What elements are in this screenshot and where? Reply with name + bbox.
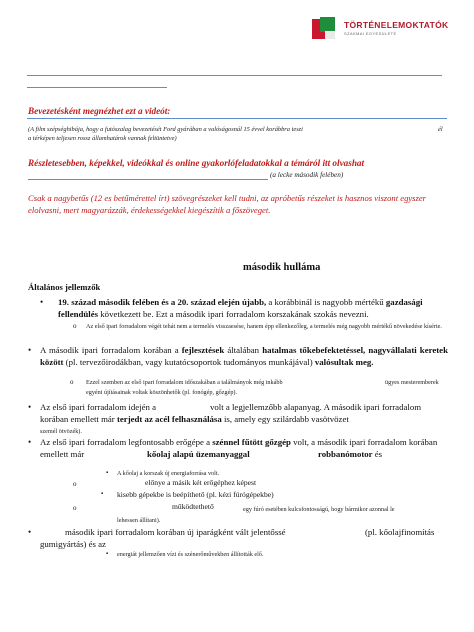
circle-bullet: o [70, 378, 74, 386]
circle-bullet: o [73, 504, 77, 512]
logo-subtitle: SZAKMAI EGYESÜLETE [344, 31, 397, 36]
bullet-dot: • [28, 437, 32, 447]
study-note: Csak a nagybetűs (12 es betűmérettel írt) szövegrészeket kell tudni, az apróbetűs részeket is hasznos viszont egyszer elolvasni, mert magyarázzák, érdekességekkel kiegészítik a főszöveget. [28, 193, 427, 215]
list-item: Az első ipari forradalom idején a [40, 402, 157, 412]
film-note-1-end: él [438, 126, 443, 133]
circle-bullet: o [73, 480, 77, 488]
video-link-rule [27, 118, 447, 119]
film-note-1: (A film szépséghibája, hogy a futószalag bevezetését Ford gyárában a valóságosnál 15 évvel korábbra teszi [28, 126, 303, 133]
list-item-bold: robbanómotor és [318, 449, 383, 459]
list-subitem: lehessen állítani). [117, 517, 161, 524]
film-note-2: a térképen teljesen rossz államhatárok vannak feltüntetve) [28, 135, 177, 142]
page-title: második hulláma [243, 262, 321, 273]
bullet-dot: • [28, 527, 32, 537]
bullet-dot: • [40, 297, 44, 307]
list-item: Az első ipari forradalom legfontosabb erőgépe a szénnel fűtött gőzgép volt, a második ipari forradalom korában emellett már [40, 437, 438, 459]
list-subitem: egy fúró esetében kulcsfontosságú, hogy bármikor azonnal le [243, 506, 395, 513]
bullet-dot: • [28, 345, 32, 355]
section-heading: Általános jellemzők [28, 282, 101, 292]
header-rule-short [27, 87, 167, 88]
circle-bullet: o [73, 322, 77, 330]
list-subitem: energiát jellemzően vízi és szénerőművekben állították elő. [117, 551, 264, 558]
details-label: Részletesebben, képekkel, videókkal és online gyakorlófeladatokkal a témáról itt olvashat [28, 158, 365, 168]
list-item: gumigyártás) és az [40, 539, 106, 549]
list-subitem: Ezzel szemben az első ipari forradalom időszakában a találmányok még inkább [86, 379, 283, 386]
list-subitem: egyéni újításainak voltak köszönhetők (pl. fonógép, gőzgép). [86, 389, 238, 396]
list-item: 19. század második felében és a 20. század elején újabb, a korábbinál is nagyobb mértékű gazdasági fellendülés következett be. Ezt a második ipari forradalom korszakának szokás nevezni. [58, 297, 423, 319]
list-item: volt a legjellemzőbb alapanyag. A második ipari forradalom korában emellett már terjedt az acél felhasználása is, amely egy szilárdabb vasötvözet [40, 402, 422, 424]
details-suffix: (a lecke második felében) [270, 171, 344, 179]
list-subitem: működtethető [172, 502, 214, 511]
header-rule [27, 75, 442, 76]
square-bullet: ▪ [106, 470, 109, 476]
list-subitem: előnye a másik két erőgéphez képest [145, 478, 257, 487]
square-bullet: ▪ [106, 551, 109, 557]
list-subitem-end: ügyes mesteremberek [385, 379, 439, 386]
logo-title: TÖRTÉNELEMOKTATÓK [344, 20, 449, 30]
video-label[interactable]: Bevezetésként megnézhet ezt a videót: [28, 106, 171, 116]
logo-icon [312, 17, 336, 41]
list-subitem: Az első ipari forradalom végét tehát nem a termelés visszaesése, hanem épp ellenkezőleg, a termelés még nagyobb mértékű növekedése kísérte. [86, 323, 442, 330]
details-link-rule[interactable] [28, 179, 268, 180]
list-item: (pl. kőolajfinomítás [365, 527, 435, 537]
list-subitem: kisebb gépekbe is beépíthető (pl. kézi fúrógépekbe) [117, 490, 274, 499]
square-bullet: ▪ [101, 491, 104, 497]
list-subitem: A kőolaj a korszak új energiaforrása volt. [117, 470, 220, 477]
list-subitem: személ ötvözék). [40, 428, 82, 435]
list-item-bold: kőolaj alapú üzemanyaggal [147, 449, 250, 459]
bullet-dot: • [28, 402, 32, 412]
list-item: második ipari forradalom korában új iparágként vált jelentőssé [65, 527, 286, 537]
list-item: A második ipari forradalom korában a fejlesztések általában hatalmas tőkebefektetéssel, nagyvállalati keretek között (pl. tervezőirodákban, vagy kutatócsoportok tudományos munkájával) valósultak meg. [40, 345, 448, 367]
